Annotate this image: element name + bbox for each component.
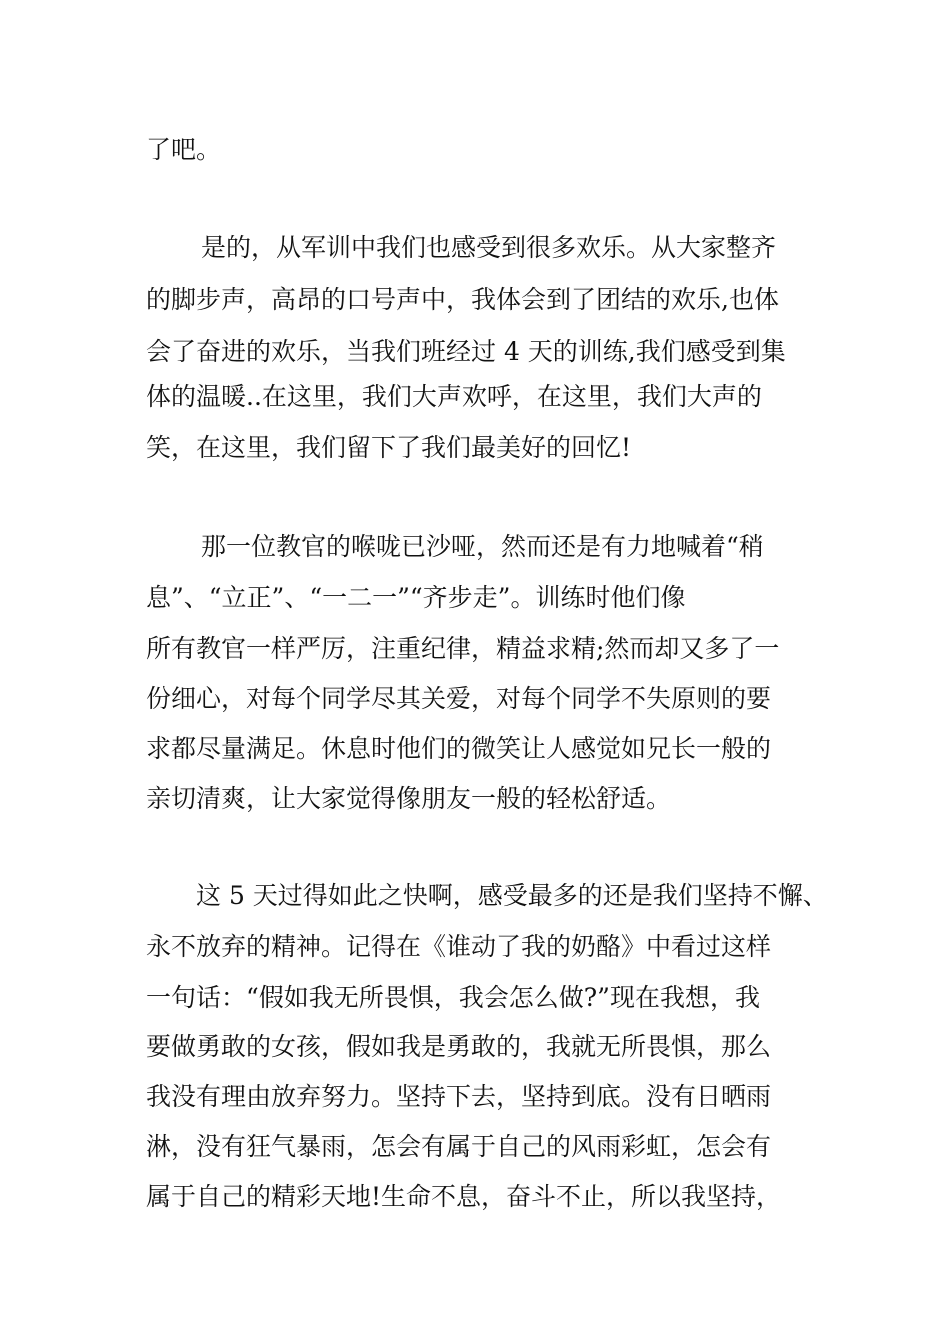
- paragraph-3-line-6: 亲切清爽，让大家觉得像朋友一般的轻松舒适。: [146, 784, 672, 813]
- paragraph-2-line-3: 会了奋进的欢乐，当我们班经过 4 天的训练,我们感受到集: [146, 337, 786, 366]
- paragraph-3-line-3: 所有教官一样严厉，注重纪律，精益求精;然而却又多了一: [146, 634, 780, 663]
- paragraph-4-line-2: 永不放弃的精神。记得在《谁动了我的奶酪》中看过这样: [146, 932, 772, 961]
- paragraph-1-line-1: 了吧。: [146, 135, 222, 164]
- paragraph-3-line-2: 息”、“立正”、“一二一”“齐步走”。训练时他们像: [146, 583, 686, 612]
- paragraph-2-line-2: 的脚步声，高昂的口号声中，我体会到了团结的欢乐,也体: [146, 285, 779, 314]
- paragraph-3-line-5: 求都尽量满足。休息时他们的微笑让人感觉如兄长一般的: [146, 734, 772, 763]
- paragraph-4-line-6: 淋，没有狂气暴雨，怎会有属于自己的风雨彩虹，怎会有: [146, 1132, 772, 1161]
- paragraph-4-line-7: 属于自己的精彩天地!生命不息，奋斗不止，所以我坚持，: [146, 1182, 782, 1211]
- paragraph-4-line-4: 要做勇敢的女孩，假如我是勇敢的，我就无所畏惧，那么: [146, 1032, 772, 1061]
- paragraph-3-line-4: 份细心，对每个同学尽其关爱，对每个同学不失原则的要: [146, 684, 772, 713]
- paragraph-2-line-5: 笑，在这里，我们留下了我们最美好的回忆!: [146, 433, 632, 462]
- paragraph-3-line-1: 那一位教官的喉咙已沙哑，然而还是有力地喊着“稍: [201, 532, 764, 561]
- paragraph-4-line-5: 我没有理由放弃努力。坚持下去，坚持到底。没有日晒雨: [146, 1082, 772, 1111]
- paragraph-2-line-4: 体的温暖..在这里，我们大声欢呼，在这里，我们大声的: [146, 382, 762, 411]
- paragraph-2-line-1: 是的，从军训中我们也感受到很多欢乐。从大家整齐: [201, 233, 777, 262]
- paragraph-4-line-1: 这 5 天过得如此之快啊，感受最多的还是我们坚持不懈、: [196, 881, 828, 910]
- paragraph-4-line-3: 一句话：“假如我无所畏惧，我会怎么做?”现在我想，我: [146, 983, 760, 1012]
